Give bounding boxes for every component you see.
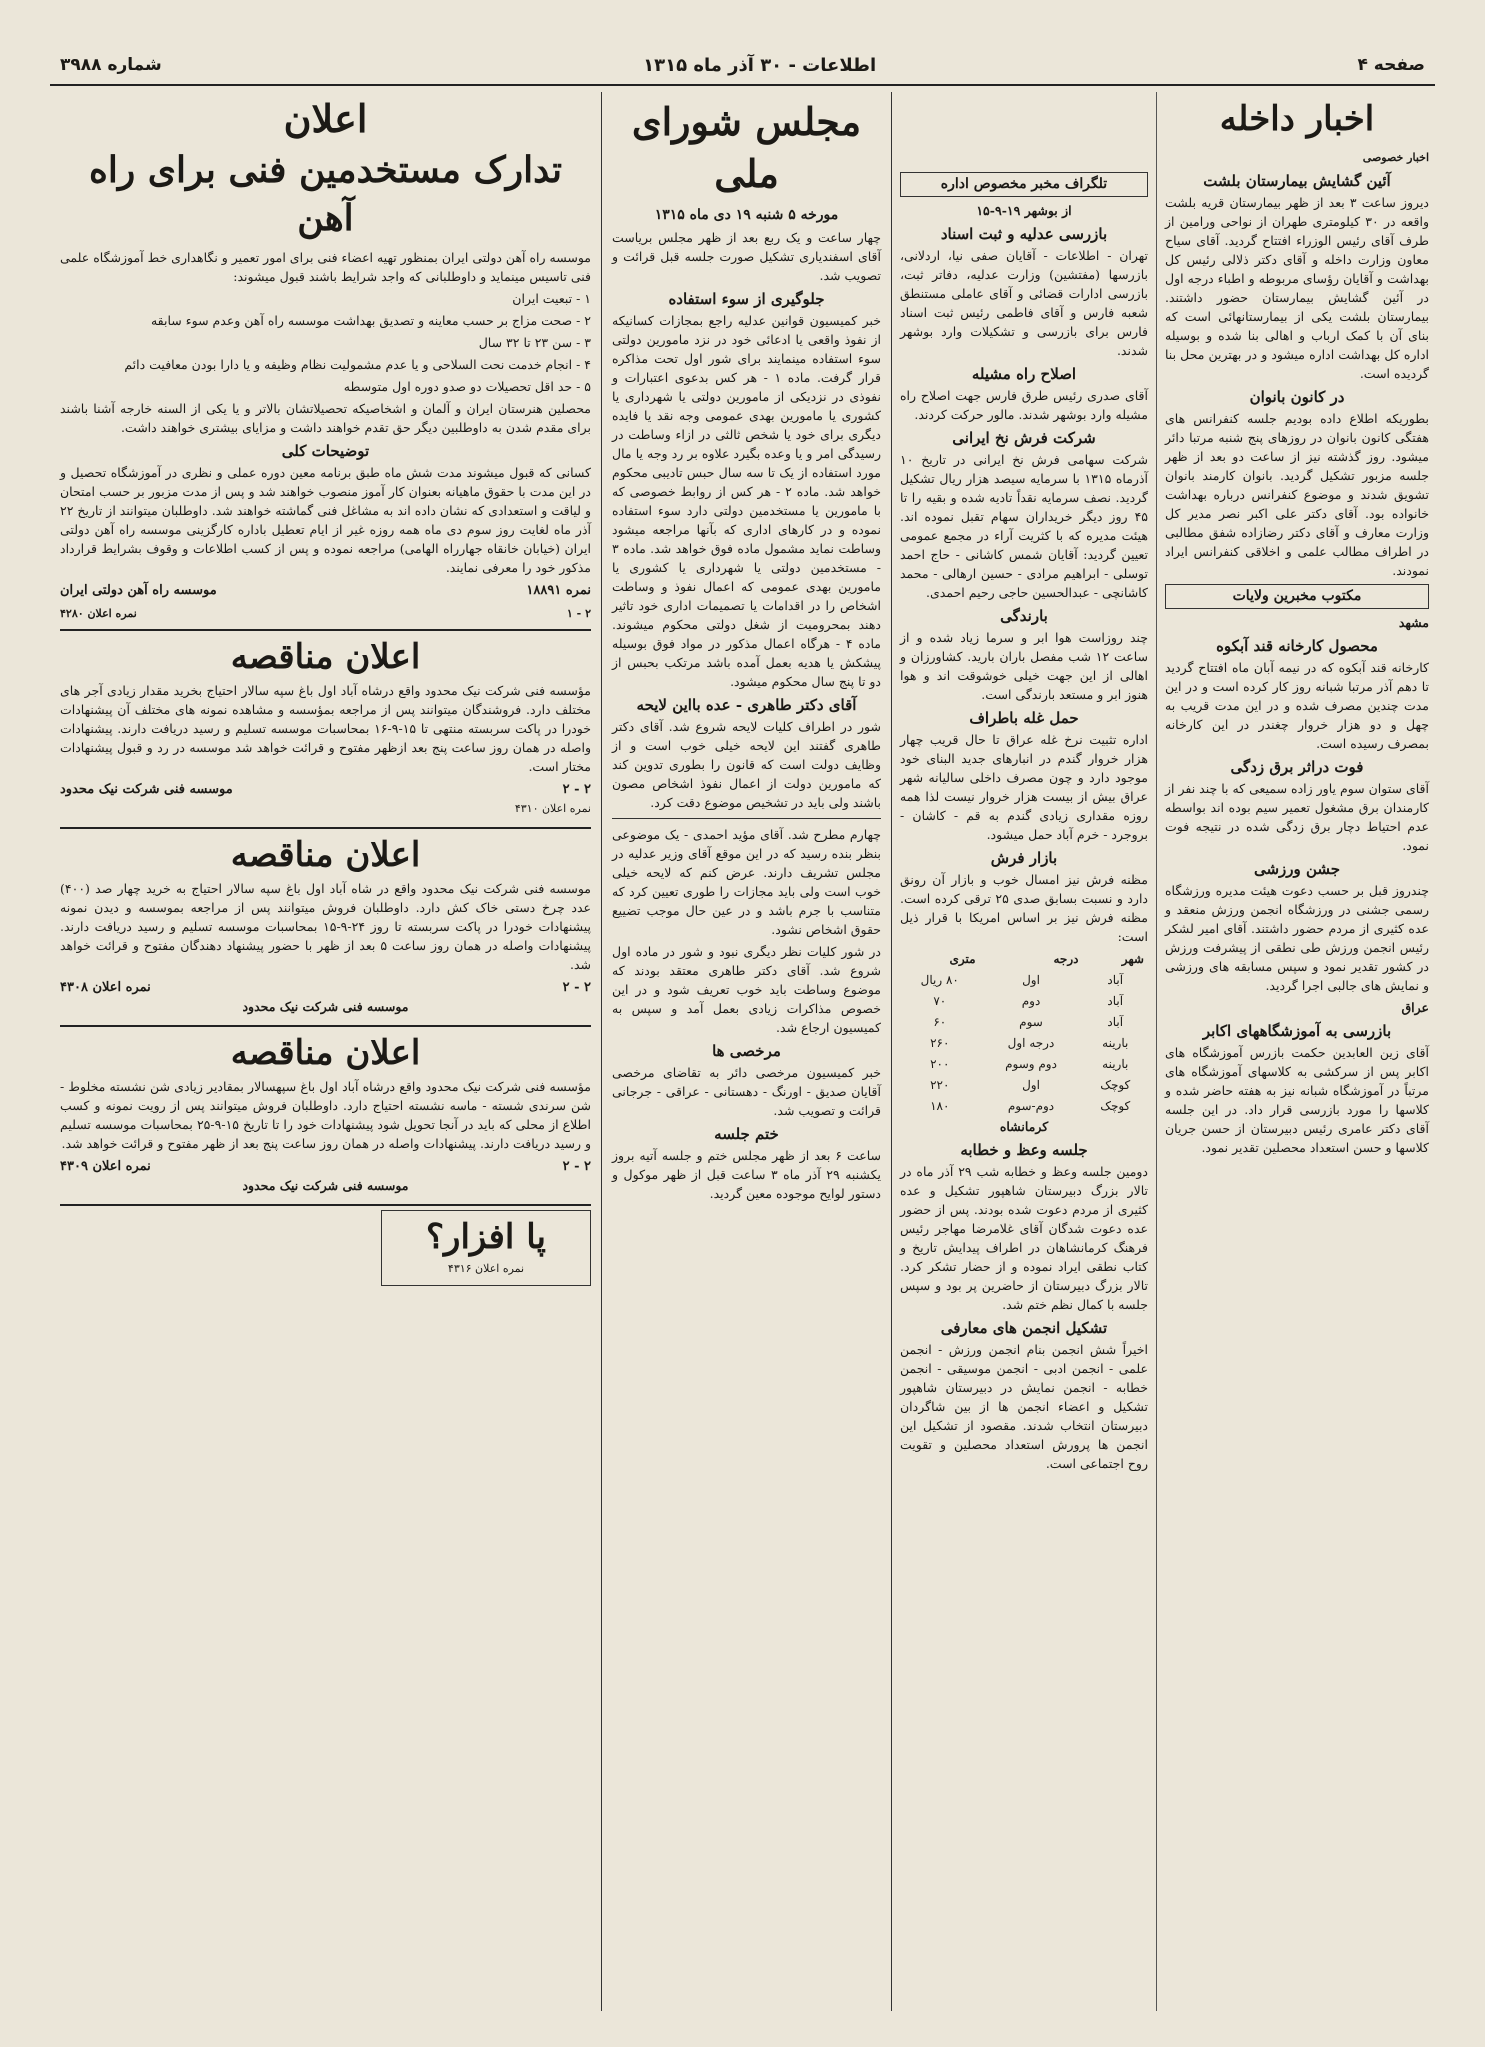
table-header: شهر xyxy=(1121,952,1144,966)
market-title: بازار فرش xyxy=(990,849,1058,867)
grain-text: اداره تثبیت نرخ غله عراق تا حال قریب چهار هزار خروار گندم در انبارهای جدید البنای خود موجود دارد و چون مصرف داخلی سالیانه شهر عراق بیش از بیست هزار خروار نیست لذا همه روزه مقداری زیادی گندم به قم - کاشان - بروجرد - خرم آباد حمل میشود. xyxy=(900,732,1148,842)
masthead xyxy=(60,52,1425,78)
columns xyxy=(50,92,1437,2011)
list-item: ۳ - سن ۲۳ تا ۳۲ سال xyxy=(478,335,591,350)
railway-ad xyxy=(60,94,591,631)
carpet-title: شرکت فرش نخ ایرانی xyxy=(952,429,1096,447)
debate-text-2: در شور کلیات نظر دیگری نبود و شور در ماده اول شروع شد. آقای دکتر طاهری معتقد بودند که موضوع وساطت باید خوب تعریف شود و در این خصوص مذاکرات زیادی بعمل آمد و سپس به کمیسیون ارجاع شد. xyxy=(612,944,881,1035)
railway-ad-num: نمره ۱۸۸۹۱ xyxy=(526,583,591,598)
tender-ad-1-text: مؤسسه فنی شرکت نیک محدود واقع درشاه آباد اول باغ سپه سالار احتیاج بخرید مقدار زیادی آجر های مختلف دارد. فروشندگان میتوانند پس از مراجعه بمؤسسه و مشاهده نمونه های مختلف آن پیشنهادات خودرا در پاکت سربسته منتهی تا ۱۵-۹-۱۶ بمحاسبات موسسه تسلیم و رسید دریافت دارند. پیشنهادات واصله در همان روز ساعت پنج بعد ازظهر مفتوح و قرائت خواهد شد موسسه در رد و قبول پیشنهادات مختار است. xyxy=(60,683,591,774)
abuse-text: خبر کمیسیون قوانین عدلیه راجع بمجازات کسانیکه از نفوذ واقعی یا ادعائی خود در نزد مامورین دولتی سوء استفاده مینمایند برای شور اول تحت مذاکره قرار گرفت. ماده ۱ - هر کس بدعوی اعتبارات و نفوذی در نزدیکی از مامورین دولتی یا شهرداری یا کشوری یا مامورین بهدی عمومی وجه نقد یا فایده دیگری برای خود یا شخص ثالثی در ازاء وساطت در رسیدگی امر و یا وعده بگیرد علاوه بر رد وجه یا مال مورد استفاده از یک تا سه سال حبس تادیبی محکوم خواهد شد. ماده ۲ - هر کس از روابط خصوصی که با مامورین یا مستخدمین دولتی دارد سوء استفاده نموده و در کارهای اداری که بآنها مراجعه میشود وساطت نماید مشمول ماده فوق خواهد شد. ماده ۳ - مستخدمین دولتی یا شهرداری یا کشوری یا مامورین بهدی عمومی که اعمال نفوذ و وساطت اشخاص را در اقدامات یا تصمیمات اداری خود تاثیر دهند بمحرومیت از شغل دولتی محکوم میشوند. ماده ۴ - هرگاه اعمال مذکور در مواد فوق بوسیله پیشکش یا هدیه بعمل آمده باشد مرتکب بحبس از دو تا پنج سال محکوم میشود. xyxy=(612,313,882,689)
inspection-title: بازرسی عدلیه و ثبت اسناد xyxy=(940,225,1108,243)
session-date: مورخه ۵ شنبه ۱۹ دی ماه ۱۳۱۵ xyxy=(654,207,839,223)
railway-ad-org: موسسه راه آهن دولتی ایران xyxy=(60,583,217,598)
table-row: کوچک اول ۲۲۰ xyxy=(930,1078,1131,1092)
railway-ad-subtitle: تدارک مستخدمین فنی برای راه آهن xyxy=(89,149,562,239)
tender-ad-2-text: موسسه فنی شرکت نیک محدود واقع در شاه آباد اول باغ سپه سالار احتیاج به خرید چهار صد (۴۰۰) عدد چرخ دستی خاک کش دارد. داوطلبان فروش میتوانند پس از مراجعه بموسسه و دیدن نمونه پیشنهادات خودرا در پاکت سربسته تا روز ۲۴-۹-۱۵ بمحاسبات موسسه تسلیم و رسید دریافت دارند. پیشنهادات واصله در همان روز ساعت ۵ بعد از ظهر با حضور پیشنهاد دهندگان مفتوح و قرائت خواهد شد. xyxy=(60,881,592,972)
issue-number: شماره ۳۹۸۸ xyxy=(60,55,162,75)
leave-text: خبر کمیسیون مرخصی دائر به تقاضای مرخصی آقایان صدیق - اورنگ - دهستانی - عراقی - جرجانی قرائت و تصویب شد. xyxy=(612,1065,881,1118)
reform-text: آقای صدری رئیس طرق فارس جهت اصلاح راه مشیله وارد بوشهر شدند. مالور حرکت کردند. xyxy=(900,388,1148,422)
assoc-text: اخیراً شش انجمن بنام انجمن ورزش - انجمن علمی - انجمن ادبی - انجمن موسیقی - انجمن خطابه - انجمن نمایش در دبیرستان شاهپور تشکیل و اعضاء انجمن ها از بین شاگردان دبیرستان انتخاب شدند. مقصود از تشکیل این انجمن ها پرورش استعداد محصلین و تقویت روح اجتماعی است. xyxy=(900,1342,1148,1471)
tender-ad-1-title: اعلان مناقصه xyxy=(230,637,421,677)
mashhad-heading: مشهد xyxy=(1398,615,1429,630)
page-number: صفحه ۴ xyxy=(1357,55,1425,75)
parliament-title: مجلس شورای ملی xyxy=(631,99,862,196)
taheri-text: شور در اطراف کلیات لایحه شروع شد. آقای دکتر طاهری گفتند این لایحه خیلی خوب است و از وظایف دولت است که قانون را بطوری تدوین کند که مامورین دولت از اعمال نفوذ اشخاص مصون باشند ولی باید در تشخیص موضوع دقت کرد. xyxy=(612,719,881,810)
ads-column xyxy=(50,92,602,2011)
iraq-heading: عراق xyxy=(1401,1000,1429,1015)
railway-notes-text: کسانی که قبول میشوند مدت شش ماه طبق برنامه معین دوره عملی و نظری در آموزشگاه تحصیل و در این مدت با حقوق ماهیانه بعنوان کار آموز منصوب خواهند شد و پس از مدت مزبور بر حسب امتحان و لیاقت و استعدادی که نشان داده اند به مشاغل فنی گماشته خواهند شد. داوطلبان میتوانند از تاریخ ۲۲ آذر ماه لغایت روز سوم دی ماه همه روزه غیر از ایام تعطیل باداره کارگزینی موسسه راه آهن دولتی ایران (خیابان خانقاه جهارراه الهامی) مراجعه نموده و پس از کسب اطلاعات و وقوف بشرایط قرارداد مذکور خود را معرفی نمایند. xyxy=(60,465,591,575)
paper-date: اطلاعات - ۳۰ آذر ماه ۱۳۱۵ xyxy=(643,54,877,76)
domestic-news-left xyxy=(892,92,1157,2011)
table-row: آباد اول ۸۰ ریال xyxy=(920,973,1124,987)
railway-ad-more: محصلین هنرستان ایران و آلمان و اشخاصیکه تحصیلاتشان بالاتر و یا یکی از السنه خارجه آشنا باشند برای مقدم شدن به داوطلبین دیگر حق تقدم خواهند داشت و مزایای بیشتری خواهند داشت. xyxy=(60,401,591,435)
market-text: مظنه فرش نیز امسال خوب و بازار آن رونق دارد و نسبت بسابق صدی ۲۵ ترقی کرده است. مظنه فرش نیز بر اساس امریکا با قرار ذیل است: xyxy=(900,872,1148,944)
grain-title: حمل غله باطراف xyxy=(969,709,1079,727)
assoc-title: تشکیل انجمن های معارفی xyxy=(940,1319,1108,1337)
sports-title: جشن ورزشی xyxy=(1253,860,1341,878)
sermon-text: دومین جلسه وعظ و خطابه شب ۲۹ آذر ماه در تالار بزرگ دبیرستان شاهپور تشکیل و عده کثیری از مردم دعوت شده بودند. پس از حضور عده دعوت شدگان آقای غلامرضا مهاجر رئیس فرهنگ کرمانشاهان در اطراف پیدایش تاریخ و کتاب نطقی ایراد نموده و از حضار تشکر کرد. تالار بزرگ دبیرستان از حاضرین پر بود و سپس جلسه با کمال نظم ختم شد. xyxy=(900,1164,1148,1312)
tender-ad-2 xyxy=(60,833,591,1027)
table-header: متری xyxy=(949,952,976,966)
list-item: ۱ - تبعیت ایران xyxy=(512,291,591,306)
tender-ad-3-code: نمره اعلان ۴۳۰۹ xyxy=(60,1159,151,1174)
masthead-rule xyxy=(50,84,1435,86)
tender-ad-3 xyxy=(60,1031,591,1206)
table-header: درجه xyxy=(1053,952,1079,966)
women-text: بطوریکه اطلاع داده بودیم جلسه کنفرانس های هفتگی کانون بانوان در روزهای پنج شنبه مرتبا دائر میشود. روز گذشته نیز از ساعت دو بعد از ظهر جلسه مزبور تشکیل گردید. بانوان کارمند بانوان تشویق شدند و موضوع کنفرانس درباره بهداشت خانواده بود. آقای دکتر علی اکبر نصر مدیر کل وزارت معارف و آقای دکتر رضازاده شفق مطالبی در اطراف مطالب علمی و اخلاقی کنفرانس ایراد نمودند. xyxy=(1165,411,1429,578)
parliament-column xyxy=(602,92,892,2011)
sugar-title: محصول کارخانه قند آبکوه xyxy=(1216,637,1378,655)
tender-ad-2-code: نمره اعلان ۴۳۰۸ xyxy=(60,980,151,995)
tender-ad-3-seq: ۲ - ۲ xyxy=(562,1159,591,1174)
bushehr-dateline: از بوشهر ۱۹-۹-۱۵ xyxy=(976,203,1072,218)
sports-text: چندروز قبل بر حسب دعوت هیئت مدیره ورزشگاه رسمی جشنی در ورزشگاه انجمن ورزش منعقد و عده کثیری از مردم حضور داشتند. آقای امیر لشکر رئیس انجمن ورزش طی نطقی از پیشرفت ورزش در کشور تقدیر نمود و سپس مسابقه های ورزشی و نمایش های جالبی اجرا گردید. xyxy=(1165,883,1429,993)
closing-title: ختم جلسه xyxy=(714,1125,779,1143)
session-intro: چهار ساعت و یک ربع بعد از ظهر مجلس بریاست آقای اسفندیاری تشکیل صورت جلسه قبل قرائت و تصویب شد. xyxy=(612,230,881,283)
domestic-news-title: اخبار داخله xyxy=(1219,99,1375,139)
railway-ad-codes xyxy=(60,604,591,623)
carpet-text: شرکت سهامی فرش نخ ایرانی در تاریخ ۱۰ آذرماه ۱۳۱۵ با سرمایه سیصد هزار ریال تشکیل گردید. نصف سرمایه نقداً تادیه شده و بقیه را تا ۴۵ روز دیگر خریداران سهام تقبل نموده اند. هیئت مدیره که با کثریت آراء در مجمع عمومی تعیین گردید: آقایان شمس کاشانی - حاج احمد توسلی - ابراهیم مرادی - حسین ارهالی - محمد کاشانچی - عبدالحسین حاجی رحیم احمدی. xyxy=(900,452,1148,600)
telegraph-box: تلگراف مخبر مخصوص اداره xyxy=(900,172,1148,197)
debate-text: چهارم مطرح شد. آقای مؤید احمدی - یک موضوعی بنظر بنده رسید که در این موقع آقای وزیر عدلیه در مجلس تشریف دارند. عرض کنم که لایحه خیلی خوب است ولی باید مجازات را طوری تعیین کرد که متناسب با جرم باشد و در عین حال موجب تضییع حقوق اشخاص نشود. xyxy=(612,827,881,937)
table-row: آباد دوم ۷۰ xyxy=(933,994,1124,1008)
divider xyxy=(612,818,881,819)
railway-ad-signature xyxy=(60,581,591,600)
footwear-ad xyxy=(381,1210,591,1286)
list-item: ۲ - صحت مزاج بر حسب معاینه و تصدیق بهداشت موسسه راه آهن وعدم سوء سابقه xyxy=(150,313,591,328)
closing-text: ساعت ۶ بعد از ظهر مجلس ختم و جلسه آتیه بروز یکشنبه ۲۹ آذر ماه ۳ ساعت قبل از ظهر موکول و دستور لوایح موجوده معین گردید. xyxy=(612,1148,881,1201)
tender-ad-3-org: موسسه فنی شرکت نیک محدود xyxy=(242,1178,409,1193)
tender-ad-1-org: موسسه فنی شرکت نیک محدود xyxy=(60,782,233,797)
tender-ad-1 xyxy=(60,635,591,829)
domestic-news-column xyxy=(892,92,1437,2011)
rain-title: بارندگی xyxy=(1000,607,1048,625)
reform-title: اصلاح راه مشیله xyxy=(971,365,1077,383)
list-item: ۵ - حد اقل تحصیلات دو صدو دوره اول متوسطه xyxy=(343,379,591,394)
abuse-title: جلوگیری از سوء استفاده xyxy=(668,290,825,308)
tender-ad-3-signature xyxy=(60,1157,591,1176)
tender-ad-3-title: اعلان مناقصه xyxy=(230,1033,421,1073)
taheri-title: آقای دکتر طاهری - عده بااین لایحه xyxy=(636,696,857,714)
inspection-text: تهران - اطلاعات - آقایان صفی نیا، اردلانی، بازرسها (مفتشین) وزارت عدلیه، دفاتر ثبت، بازرسی ادارات قضائی و آقای عاملی مستنطق شعبه فارس و آقای فاطمی رئیس ثبت اسناد فارس برای بازرسی و تشکیلات وارد بوشهر شدند. xyxy=(900,248,1148,358)
sermon-title: جلسه وعظ و خطابه xyxy=(960,1141,1088,1159)
tender-ad-1-seq: ۲ - ۲ xyxy=(562,782,591,797)
tender-ad-2-seq: ۲ - ۲ xyxy=(562,980,591,995)
tender-ad-2-title: اعلان مناقصه xyxy=(230,835,421,875)
adults-title: بازرسی به آموزشگاههای اکابر xyxy=(1202,1022,1392,1040)
women-title: در کانون بانوان xyxy=(1249,388,1345,406)
footwear-ad-code: نمره اعلان ۴۳۱۶ xyxy=(447,1262,525,1275)
table-row: کوچک دوم-سوم ۱۸۰ xyxy=(930,1099,1131,1113)
domestic-news-right xyxy=(1157,92,1437,2011)
tender-ad-1-code: نمره اعلان ۴۳۱۰ xyxy=(514,802,591,815)
death-title: فوت دراثر برق زدگی xyxy=(1230,758,1364,776)
kermanshah-heading: کرمانشاه xyxy=(999,1119,1049,1134)
footwear-ad-title: پا افزار؟ xyxy=(425,1217,547,1257)
table-row: آباد سوم ۶۰ xyxy=(933,1015,1124,1029)
tender-ad-2-org: موسسه فنی شرکت نیک محدود xyxy=(242,999,409,1014)
death-text: آقای ستوان سوم یاور زاده سمیعی که با چند نفر از کارمندان برق مشغول تعمیر سیم بوده اند بواسطه عدم احتیاط دچار برق زدگی شده در نتیجه فوت نمود. xyxy=(1165,781,1429,853)
private-news-tag: اخبار خصوصی xyxy=(1362,151,1429,164)
carpet-price-table xyxy=(900,949,1148,1117)
table-row: بارینه درجه اول ۲۶۰ xyxy=(930,1036,1129,1050)
hospital-title: آئین گشایش بیمارستان بلشت xyxy=(1203,172,1391,190)
tender-ad-1-signature xyxy=(60,780,591,799)
sugar-text: کارخانه قند آبکوه که در نیمه آبان ماه افتتاح گردید تا دهم آذر مرتبا شبانه روز کار کرده است و در این مدت چندین مصرف شده و در این مدت قریب به چهل و دو هزار خروار چغندر در این کارخانه بمصرف رسیده است. xyxy=(1165,660,1429,751)
railway-ad-code: نمره اعلان ۴۲۸۰ xyxy=(60,607,137,620)
railway-ad-seq: ۲ - ۱ xyxy=(566,607,591,620)
railway-ad-title: اعلان xyxy=(283,96,368,141)
adults-text: آقای زین العابدین حکمت بازرس آموزشگاه های اکابر پس از سرکشی به کلاسهای آموزشگاه های مرتباً در آموزشگاه شبانه نیز به هفته حاضر شده و کلاسها را مورد بازرسی قرار داد. در این جلسه آقای دکتر عامری رئیس دبیرستان از حسن جریان کلاسها و حسن استعداد محصلین تقدیر نمود. xyxy=(1165,1045,1429,1155)
list-item: ۴ - انجام خدمت نحت السلاحی و یا عدم مشمولیت نظام وظیفه و یا دارا بودن معافیت دائم xyxy=(124,357,591,372)
railway-ad-intro: موسسه راه آهن دولتی ایران بمنظور تهیه اعضاء فنی برای امور تعمیر و نگاهداری خط آموزشگاه علمی فنی تاسیس مینماید و داوطلبانی که واجد شرایط باشند قبول میشوند: xyxy=(60,250,591,284)
tender-ad-2-signature xyxy=(60,978,591,997)
hospital-text: دیروز ساعت ۳ بعد از ظهر بیمارستان قریه بلشت واقعه در ۳۰ کیلومتری طهران از نواحی ورامین از طرف آقای رئیس الوزراء افتتاح گردید. آقای سیاح معاون وزارت داخله و آقای دکتر ذلالی رئیس کل بهداشت و آقایان رؤسای مربوطه و اطباء درجه اول در آئین گشایش بیمارستان حضور داشتند. بیمارستان بلشت یکی از بیمارستانهائی است که بنای آن با کمک ارباب و اهالی بنا شده و بوسیله اداره کل بهداشت اداره میشود و در بهترین محل بنا گردیده است. xyxy=(1165,195,1429,381)
table-row: بارینه دوم وسوم ۲۰۰ xyxy=(930,1057,1129,1071)
provincial-reports-box: مکتوب مخبرین ولایات xyxy=(1165,584,1429,609)
leave-title: مرخصی ها xyxy=(712,1042,781,1060)
tender-ad-3-text: مؤسسه فنی شرکت نیک محدود واقع درشاه آباد اول باغ سپهسالار بمقادیر زیادی شن نشسته مخلوط - شن سرندی شسته - ماسه نشسته احتیاج دارد. داوطلبان فروش میتوانند پس از رویت نمونه و کسب اطلاع از محلی که باید در آنجا تحویل شود پیشنهادات خود را تا تاریخ ۱۵-۹-۲۵ بمحاسبات موسسه تسلیم و رسید دریافت دارند. پیشنهادات واصله در همان روز ساعت پنج بعد از ظهر مفتوح و قرائت خواهد شد. xyxy=(60,1079,591,1151)
rain-text: چند روزاست هوا ابر و سرما زیاد شده و از ساعت ۱۲ شب مفصل باران بارید. کشاورزان و اهالی از این جهت خیلی خوشوقت اند و هوا هنوز ابر و مستعد بارندگی است. xyxy=(900,630,1148,702)
railway-notes-title: توضیحات کلی xyxy=(281,442,370,460)
